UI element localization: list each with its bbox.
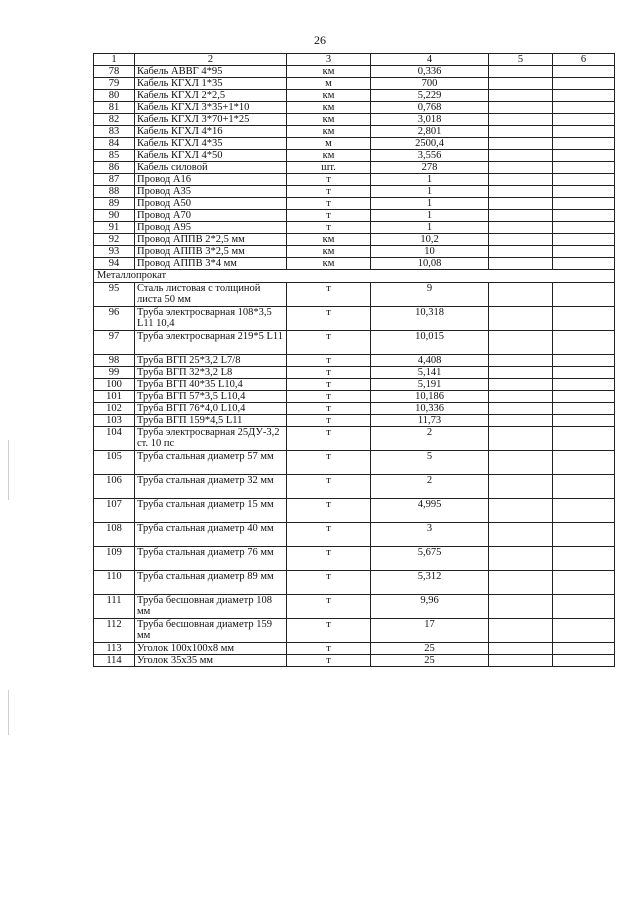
table-row — [94, 126, 615, 138]
table-row — [94, 331, 615, 355]
table-cell: Провод АППВ 2*2,5 мм — [135, 234, 287, 246]
table-cell: 101 — [94, 391, 135, 403]
table-cell: т — [287, 427, 371, 451]
table-cell: 1 — [371, 222, 489, 234]
table-row — [94, 451, 615, 475]
table-header-row — [94, 54, 615, 66]
table-cell: Провод А16 — [135, 174, 287, 186]
table-cell: 109 — [94, 547, 135, 571]
table-cell — [553, 283, 615, 307]
table-cell — [553, 150, 615, 162]
table-cell — [489, 523, 553, 547]
table-cell: м — [287, 138, 371, 150]
table-cell: т — [287, 379, 371, 391]
table-cell — [489, 198, 553, 210]
table-cell — [489, 222, 553, 234]
table-cell — [553, 210, 615, 222]
table-cell: 80 — [94, 90, 135, 102]
table-cell — [553, 198, 615, 210]
table-cell — [489, 162, 553, 174]
table-cell: 96 — [94, 307, 135, 331]
table-cell: 5,191 — [371, 379, 489, 391]
table-cell: Труба стальная диаметр 89 мм — [135, 571, 287, 595]
table-cell — [489, 571, 553, 595]
table-cell — [553, 367, 615, 379]
table-cell: 78 — [94, 66, 135, 78]
table-cell: Труба стальная диаметр 32 мм — [135, 475, 287, 499]
table-cell: 1 — [371, 198, 489, 210]
table-cell — [489, 475, 553, 499]
table-cell: 5,141 — [371, 367, 489, 379]
table-cell: 89 — [94, 198, 135, 210]
table-cell: Труба ВГП 159*4,5 L11 — [135, 415, 287, 427]
table-cell: т — [287, 331, 371, 355]
table-row — [94, 379, 615, 391]
table-row — [94, 210, 615, 222]
table-cell: 3,018 — [371, 114, 489, 126]
table-row — [94, 427, 615, 451]
table-cell — [489, 78, 553, 90]
table-cell: 107 — [94, 499, 135, 523]
table-cell — [553, 114, 615, 126]
table-cell: км — [287, 102, 371, 114]
table-cell: Труба бесшовная диаметр 159 мм — [135, 619, 287, 643]
table-cell — [489, 619, 553, 643]
table-row — [94, 234, 615, 246]
table-cell — [489, 643, 553, 655]
table-row — [94, 547, 615, 571]
table-cell: Кабель АВВГ 4*95 — [135, 66, 287, 78]
table-cell: Труба стальная диаметр 15 мм — [135, 499, 287, 523]
table-row — [94, 174, 615, 186]
table-cell: т — [287, 451, 371, 475]
header-cell: 1 — [94, 54, 135, 66]
table-cell: км — [287, 234, 371, 246]
table-row — [94, 150, 615, 162]
table-cell — [489, 283, 553, 307]
table-cell — [489, 379, 553, 391]
table-cell: 10,08 — [371, 258, 489, 270]
table-row — [94, 162, 615, 174]
table-cell: 90 — [94, 210, 135, 222]
table-cell — [553, 475, 615, 499]
scan-artifact — [8, 440, 9, 500]
table-cell: км — [287, 90, 371, 102]
table-cell: Провод А70 — [135, 210, 287, 222]
table-row — [94, 258, 615, 270]
table-cell: т — [287, 307, 371, 331]
table-cell: 1 — [371, 210, 489, 222]
table-cell: 4,995 — [371, 499, 489, 523]
table-row — [94, 643, 615, 655]
table-row — [94, 78, 615, 90]
table-row — [94, 66, 615, 78]
table-cell: 10,318 — [371, 307, 489, 331]
table-cell — [553, 307, 615, 331]
table-cell: т — [287, 186, 371, 198]
table-cell — [489, 547, 553, 571]
header-cell: 4 — [371, 54, 489, 66]
table-row — [94, 307, 615, 331]
table-cell: т — [287, 222, 371, 234]
table-cell: Кабель КГХЛ 4*35 — [135, 138, 287, 150]
table-cell — [553, 655, 615, 667]
table-cell — [489, 234, 553, 246]
table-cell — [489, 403, 553, 415]
table-cell: 111 — [94, 595, 135, 619]
table-cell — [553, 246, 615, 258]
table-cell — [553, 186, 615, 198]
table-cell — [553, 403, 615, 415]
table-cell: Труба ВГП 57*3,5 L10,4 — [135, 391, 287, 403]
table-row — [94, 114, 615, 126]
table-cell: 2 — [371, 475, 489, 499]
scan-artifact — [8, 690, 9, 735]
table-cell: 17 — [371, 619, 489, 643]
table-cell — [553, 138, 615, 150]
table-cell: 86 — [94, 162, 135, 174]
table-cell: км — [287, 114, 371, 126]
table-row — [94, 246, 615, 258]
table-cell: 5 — [371, 451, 489, 475]
table-row — [94, 222, 615, 234]
table-cell: 5,229 — [371, 90, 489, 102]
table-cell: 104 — [94, 427, 135, 451]
table-cell — [489, 210, 553, 222]
table-cell: 10 — [371, 246, 489, 258]
table-cell: 3 — [371, 523, 489, 547]
table-cell: Труба бесшовная диаметр 108 мм — [135, 595, 287, 619]
table-cell: 10,336 — [371, 403, 489, 415]
table-cell: т — [287, 655, 371, 667]
table-cell — [489, 391, 553, 403]
table-cell: 97 — [94, 331, 135, 355]
table-cell — [489, 367, 553, 379]
table-cell: 112 — [94, 619, 135, 643]
table-cell: 10,186 — [371, 391, 489, 403]
table-cell: 99 — [94, 367, 135, 379]
table-cell: 95 — [94, 283, 135, 307]
table-cell: Кабель КГХЛ 2*2,5 — [135, 90, 287, 102]
table-cell: 2500,4 — [371, 138, 489, 150]
table-cell: т — [287, 475, 371, 499]
table-cell: 102 — [94, 403, 135, 415]
table-cell — [489, 655, 553, 667]
table-row — [94, 367, 615, 379]
section-row — [94, 270, 615, 283]
table-cell — [489, 499, 553, 523]
table-cell: 83 — [94, 126, 135, 138]
table-cell: Уголок 35х35 мм — [135, 655, 287, 667]
table-cell — [553, 162, 615, 174]
table-cell: т — [287, 174, 371, 186]
table-cell: Уголок 100х100х8 мм — [135, 643, 287, 655]
table-cell: т — [287, 571, 371, 595]
table-cell: Кабель КГХЛ 1*35 — [135, 78, 287, 90]
table-cell: 93 — [94, 246, 135, 258]
table-cell: т — [287, 210, 371, 222]
table-row — [94, 102, 615, 114]
table-cell: т — [287, 415, 371, 427]
table-cell: 105 — [94, 451, 135, 475]
table-cell: т — [287, 283, 371, 307]
table-cell — [553, 355, 615, 367]
table-cell — [489, 174, 553, 186]
table-cell: км — [287, 66, 371, 78]
table-cell — [553, 547, 615, 571]
page-number: 26 — [314, 33, 326, 47]
table-cell — [553, 427, 615, 451]
table-cell — [553, 523, 615, 547]
table-cell: м — [287, 78, 371, 90]
table-cell: Провод АППВ 3*4 мм — [135, 258, 287, 270]
table-cell: Труба стальная диаметр 57 мм — [135, 451, 287, 475]
table-cell: 9,96 — [371, 595, 489, 619]
table-cell: км — [287, 246, 371, 258]
materials-table — [93, 53, 615, 667]
table-cell — [553, 391, 615, 403]
table-row — [94, 595, 615, 619]
table-cell: 114 — [94, 655, 135, 667]
table-cell: Труба стальная диаметр 76 мм — [135, 547, 287, 571]
table-cell: 79 — [94, 78, 135, 90]
table-cell: 0,768 — [371, 102, 489, 114]
section-label: Металлопрокат — [94, 270, 615, 283]
table-cell: т — [287, 198, 371, 210]
table-cell — [553, 415, 615, 427]
table-cell: 9 — [371, 283, 489, 307]
table-cell — [489, 150, 553, 162]
table-cell — [489, 415, 553, 427]
table-cell: 88 — [94, 186, 135, 198]
table-row — [94, 186, 615, 198]
table-cell: 2 — [371, 427, 489, 451]
table-cell — [553, 379, 615, 391]
table-cell — [489, 114, 553, 126]
table-cell: 1 — [371, 186, 489, 198]
table-cell: Провод АППВ 3*2,5 мм — [135, 246, 287, 258]
header-cell: 2 — [135, 54, 287, 66]
table-cell — [553, 234, 615, 246]
table-row — [94, 138, 615, 150]
table-row — [94, 415, 615, 427]
table-cell: 113 — [94, 643, 135, 655]
table-cell: Кабель КГХЛ 3*70+1*25 — [135, 114, 287, 126]
table-cell: Провод А35 — [135, 186, 287, 198]
table-row — [94, 499, 615, 523]
table-cell: т — [287, 499, 371, 523]
table-cell — [553, 499, 615, 523]
table-cell — [553, 258, 615, 270]
table-cell: Сталь листовая с толщиной листа 50 мм — [135, 283, 287, 307]
table-row — [94, 283, 615, 307]
table-cell — [489, 331, 553, 355]
table-cell: т — [287, 619, 371, 643]
table-cell — [489, 102, 553, 114]
table-cell: 5,675 — [371, 547, 489, 571]
table-cell — [489, 186, 553, 198]
table-cell: Труба ВГП 32*3,2 L8 — [135, 367, 287, 379]
table-row — [94, 571, 615, 595]
table-cell — [553, 331, 615, 355]
table-cell — [553, 222, 615, 234]
table-cell — [489, 451, 553, 475]
table-cell — [553, 619, 615, 643]
table-cell — [489, 355, 553, 367]
table-cell: 700 — [371, 78, 489, 90]
table-cell: 25 — [371, 655, 489, 667]
table-cell: Труба стальная диаметр 40 мм — [135, 523, 287, 547]
table-cell: т — [287, 367, 371, 379]
table-cell: 10,2 — [371, 234, 489, 246]
table-row — [94, 403, 615, 415]
table-cell: Труба электросварная 219*5 L11 — [135, 331, 287, 355]
table-cell — [553, 126, 615, 138]
table-cell: т — [287, 547, 371, 571]
table-row — [94, 655, 615, 667]
table-cell: 81 — [94, 102, 135, 114]
table-cell: 106 — [94, 475, 135, 499]
table-cell: т — [287, 643, 371, 655]
table-cell: 85 — [94, 150, 135, 162]
table-cell: км — [287, 258, 371, 270]
table-cell: 84 — [94, 138, 135, 150]
table-row — [94, 198, 615, 210]
table-cell: Провод А95 — [135, 222, 287, 234]
table-cell — [489, 90, 553, 102]
table-cell: 278 — [371, 162, 489, 174]
table-cell: 2,801 — [371, 126, 489, 138]
table-cell: 92 — [94, 234, 135, 246]
table-cell: км — [287, 126, 371, 138]
header-cell: 6 — [553, 54, 615, 66]
table-cell: т — [287, 403, 371, 415]
table-cell: шт. — [287, 162, 371, 174]
table-cell — [553, 451, 615, 475]
table-cell — [553, 66, 615, 78]
table-cell — [489, 595, 553, 619]
table-cell: 110 — [94, 571, 135, 595]
table-cell — [489, 258, 553, 270]
table-cell: 94 — [94, 258, 135, 270]
table-cell: Труба ВГП 40*35 L10,4 — [135, 379, 287, 391]
table-cell — [553, 78, 615, 90]
table-cell: 25 — [371, 643, 489, 655]
table-cell: т — [287, 391, 371, 403]
table-cell — [553, 90, 615, 102]
table-cell: 5,312 — [371, 571, 489, 595]
table-row — [94, 619, 615, 643]
table-cell: Провод А50 — [135, 198, 287, 210]
table-cell: Труба электросварная 108*3,5 L11 10,4 — [135, 307, 287, 331]
table-cell: т — [287, 355, 371, 367]
table-cell: Труба ВГП 76*4,0 L10,4 — [135, 403, 287, 415]
table-cell — [489, 138, 553, 150]
table-cell: 103 — [94, 415, 135, 427]
table-cell — [553, 102, 615, 114]
table-cell — [489, 427, 553, 451]
table-cell: 82 — [94, 114, 135, 126]
table-cell: Кабель силовой — [135, 162, 287, 174]
table-cell: Кабель КГХЛ 4*16 — [135, 126, 287, 138]
table-cell — [553, 595, 615, 619]
header-cell: 5 — [489, 54, 553, 66]
table-row — [94, 475, 615, 499]
table-cell: Труба электросварная 25ДУ-3,2 ст. 10 пс — [135, 427, 287, 451]
table-cell: Кабель КГХЛ 4*50 — [135, 150, 287, 162]
table-cell — [489, 66, 553, 78]
table-cell: 100 — [94, 379, 135, 391]
table-row — [94, 523, 615, 547]
table-row — [94, 90, 615, 102]
header-cell: 3 — [287, 54, 371, 66]
table-cell — [553, 571, 615, 595]
table-cell: 11,73 — [371, 415, 489, 427]
table-cell — [553, 174, 615, 186]
table-cell: 98 — [94, 355, 135, 367]
table-cell: 4,408 — [371, 355, 489, 367]
table-cell: 3,556 — [371, 150, 489, 162]
table-cell: т — [287, 523, 371, 547]
table-cell: км — [287, 150, 371, 162]
table-cell: 1 — [371, 174, 489, 186]
table-cell: Труба ВГП 25*3,2 L7/8 — [135, 355, 287, 367]
table-row — [94, 391, 615, 403]
table-cell: т — [287, 595, 371, 619]
table-cell: Кабель КГХЛ 3*35+1*10 — [135, 102, 287, 114]
table-cell: 87 — [94, 174, 135, 186]
table-cell: 10,015 — [371, 331, 489, 355]
table-cell: 108 — [94, 523, 135, 547]
table-cell — [489, 126, 553, 138]
table-cell — [489, 246, 553, 258]
table-cell: 91 — [94, 222, 135, 234]
table-row — [94, 355, 615, 367]
table-cell: 0,336 — [371, 66, 489, 78]
table-cell — [489, 307, 553, 331]
table-cell — [553, 643, 615, 655]
